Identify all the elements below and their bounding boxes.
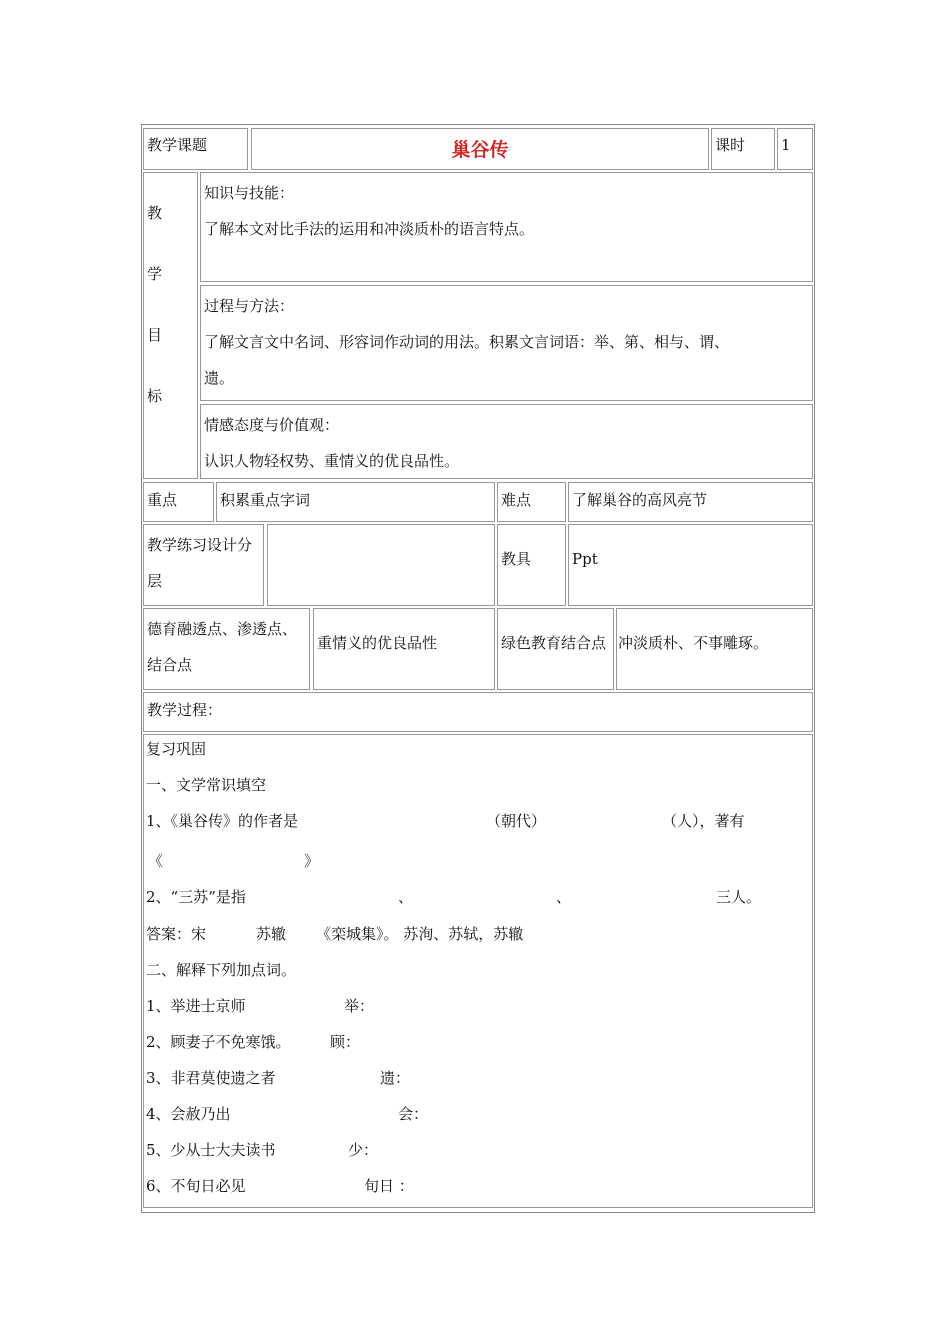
section2-heading: 二、解释下列加点词。 (146, 961, 297, 979)
objective-char-1: 教 (147, 204, 163, 222)
q1-text-e: 》 (304, 852, 320, 870)
process-text-1: 了解文言文中名词、形容词作动词的用法。积累文言词语：举、第、相与、谓、 (204, 333, 730, 351)
hours-value: 1 (781, 136, 791, 154)
q1-text-a: 1、《巢谷传》的作者是 (146, 812, 299, 830)
item-sentence-2: 2、顾妻子不免寒饿。 (146, 1033, 291, 1051)
practice-label-1: 教学练习设计分 (147, 536, 253, 554)
tools-label-cell (497, 524, 566, 606)
process-text-2: 遗。 (204, 369, 235, 387)
item-word-1: 举： (344, 997, 375, 1015)
difficulty-label-cell (497, 482, 566, 522)
moral-label-1: 德育融透点、渗透点、 (147, 620, 298, 638)
moral-value: 重情义的优良品性 (317, 634, 438, 652)
item-word-6: 旬日 ： (364, 1177, 414, 1195)
key-value-cell (216, 482, 495, 522)
item-sentence-5: 5、少从士大夫读书 (146, 1141, 276, 1159)
emotion-heading: 情感态度与价值观： (204, 416, 340, 434)
item-word-3: 遗： (380, 1069, 411, 1087)
q2-text-b: 、 (398, 888, 414, 906)
title-cell (251, 128, 709, 170)
practice-value-cell (267, 524, 495, 606)
moral-value-cell (313, 608, 495, 690)
section1-heading: 一、文学常识填空 (146, 776, 267, 794)
green-value-cell (616, 608, 813, 690)
hours-label-cell (711, 128, 775, 170)
subject-label: 教学课题 (147, 136, 208, 154)
process-heading: 过程与方法： (204, 297, 295, 315)
hours-label: 课时 (715, 136, 746, 154)
review-heading: 复习巩固 (146, 740, 207, 758)
key-label-cell (143, 482, 214, 522)
process-body-cell (143, 734, 813, 1208)
subject-label-cell (143, 128, 248, 170)
item-sentence-4: 4、会赦乃出 (146, 1105, 231, 1123)
tools-value: Ppt (572, 550, 598, 568)
emotion-cell (200, 404, 813, 479)
hours-value-cell (777, 128, 813, 170)
q2-text-a: 2、“三苏”是指 (146, 888, 246, 906)
emotion-text: 认识人物轻权势、重情义的优良品性。 (204, 452, 460, 470)
item-sentence-1: 1、举进士京师 (146, 997, 246, 1015)
difficulty-label: 难点 (501, 491, 532, 509)
process-method-cell (200, 285, 813, 401)
page-title: 巢谷传 (451, 139, 509, 161)
green-label: 绿色教育结合点 (501, 634, 607, 652)
q1-text-b: （朝代） (486, 812, 547, 830)
difficulty-value: 了解巢谷的高风亮节 (572, 491, 708, 509)
objective-char-4: 标 (147, 387, 163, 405)
process-label: 教学过程： (147, 701, 223, 719)
key-value: 积累重点字词 (220, 491, 311, 509)
item-word-2: 顾： (330, 1033, 361, 1051)
item-sentence-3: 3、非君莫使遗之者 (146, 1069, 276, 1087)
lesson-plan-table (141, 124, 815, 1213)
practice-label-2: 层 (147, 572, 163, 590)
answer-text-a: 答案：宋 (146, 925, 207, 943)
q2-text-c: 、 (556, 888, 572, 906)
key-label: 重点 (147, 491, 178, 509)
answer-text-c: 《栾城集》。 苏洵、苏轼，苏辙 (316, 925, 524, 943)
objective-char-2: 学 (147, 265, 163, 283)
item-sentence-6: 6、不旬日必见 (146, 1177, 246, 1195)
item-word-5: 少： (348, 1141, 379, 1159)
q2-text-d: 三人。 (716, 888, 762, 906)
item-word-4: 会： (398, 1105, 429, 1123)
knowledge-heading: 知识与技能： (204, 184, 295, 202)
green-label-cell (497, 608, 614, 690)
difficulty-value-cell (568, 482, 813, 522)
q1-text-c: （人），著有 (662, 812, 745, 830)
moral-label-cell (143, 608, 310, 690)
process-label-cell (143, 692, 813, 732)
answer-text-b: 苏辙 (256, 925, 287, 943)
objectives-side-cell (143, 172, 198, 479)
moral-label-2: 结合点 (147, 656, 193, 674)
tools-value-cell (568, 524, 813, 606)
knowledge-text: 了解本文对比手法的运用和冲淡质朴的语言特点。 (204, 220, 535, 238)
knowledge-cell (200, 172, 813, 282)
tools-label: 教具 (501, 550, 532, 568)
practice-label-cell (143, 524, 264, 606)
q1-text-d: 《 (148, 852, 164, 870)
objective-char-3: 目 (147, 326, 163, 344)
green-value: 冲淡质朴、不事雕琢。 (618, 634, 769, 652)
